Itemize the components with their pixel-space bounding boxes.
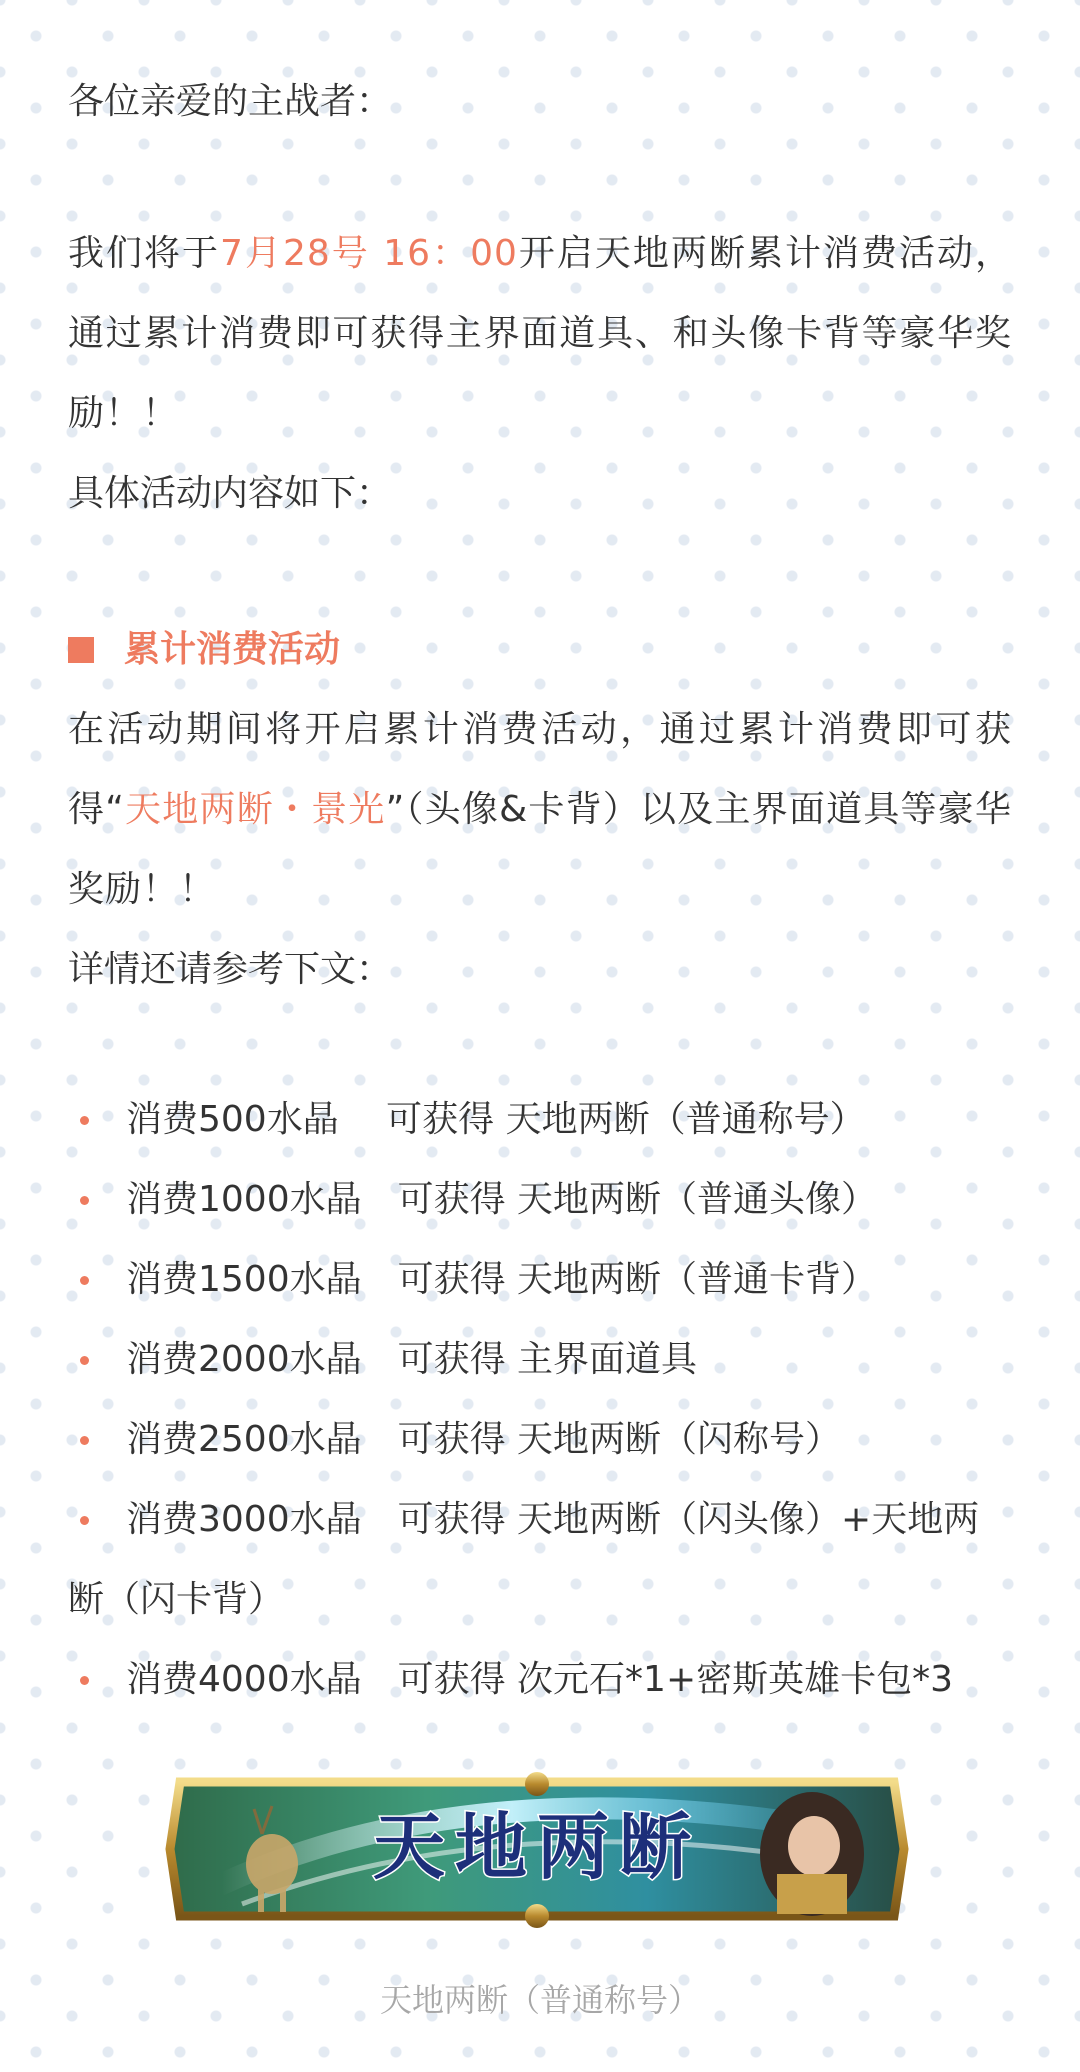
- reward-item: [68, 1160, 1012, 1240]
- dot-bullet-icon: [80, 1196, 89, 1205]
- reward-item: [68, 1400, 1012, 1480]
- section-desc-post: ”（头像&卡背）以及主界面道具等豪华奖励！！: [68, 789, 1012, 910]
- section-title-text: 累计消费活动: [124, 629, 341, 670]
- dot-bullet-icon: [80, 1276, 89, 1285]
- banner-title: 天地两断: [372, 1808, 702, 1888]
- dot-bullet-icon: [80, 1116, 89, 1125]
- reward-item: [68, 1240, 1012, 1320]
- section-heading: [68, 610, 1012, 690]
- reward-text: 消费4000水晶 可获得 次元石*1+密斯英雄卡包*3: [126, 1659, 954, 1700]
- content-intro-text: 具体活动内容如下：: [68, 473, 393, 514]
- intro-paragraph: [68, 214, 1012, 454]
- detail-text: 详情还请参考下文：: [68, 949, 393, 990]
- frame-gem-bottom: [525, 1904, 549, 1928]
- reward-text: 消费2500水晶 可获得 天地两断（闪称号）: [126, 1419, 842, 1460]
- section-desc-pre: 在活动期间将开启累计消费活动，通过累计消费即可获得“: [68, 709, 1012, 830]
- reward-name-highlight: 天地两断・景光: [124, 789, 386, 830]
- reward-text: 消费3000水晶 可获得 天地两断（闪头像）+天地两断（闪卡背）: [68, 1499, 980, 1620]
- event-time: 7月28号 16：00: [220, 233, 518, 274]
- hero-figure: [760, 1792, 864, 1916]
- dot-bullet-icon: [80, 1356, 89, 1365]
- dot-bullet-icon: [80, 1676, 89, 1685]
- reward-text: 消费1000水晶 可获得 天地两断（普通头像）: [126, 1179, 878, 1220]
- reward-item: [68, 1640, 1012, 1720]
- reward-text: 消费500水晶 可获得 天地两断（普通称号）: [126, 1099, 866, 1140]
- title-banner-image: [162, 1754, 912, 1944]
- reward-text: 消费2000水晶 可获得 主界面道具: [126, 1339, 698, 1380]
- reward-item: [68, 1080, 1012, 1160]
- reward-item: [68, 1480, 1012, 1640]
- intro-text-post: 开启天地两断累计消费活动，通过累计消费即可获得主界面道具、和头像卡背等豪华奖励！！: [68, 233, 1012, 434]
- intro-text-pre: 我们将于: [68, 233, 221, 274]
- article-body: [68, 62, 1012, 1756]
- reward-list: [68, 1080, 1012, 1720]
- dot-bullet-icon: [80, 1436, 89, 1445]
- section-description: [68, 690, 1012, 930]
- frame-gem-top: [525, 1772, 549, 1796]
- image-caption: 天地两断（普通称号）: [379, 1981, 700, 2019]
- reward-text: 消费1500水晶 可获得 天地两断（普通卡背）: [126, 1259, 878, 1300]
- reward-item: [68, 1320, 1012, 1400]
- dot-bullet-icon: [80, 1516, 89, 1525]
- square-bullet-icon: [68, 637, 94, 663]
- greeting-text: 各位亲爱的主战者：: [68, 81, 393, 122]
